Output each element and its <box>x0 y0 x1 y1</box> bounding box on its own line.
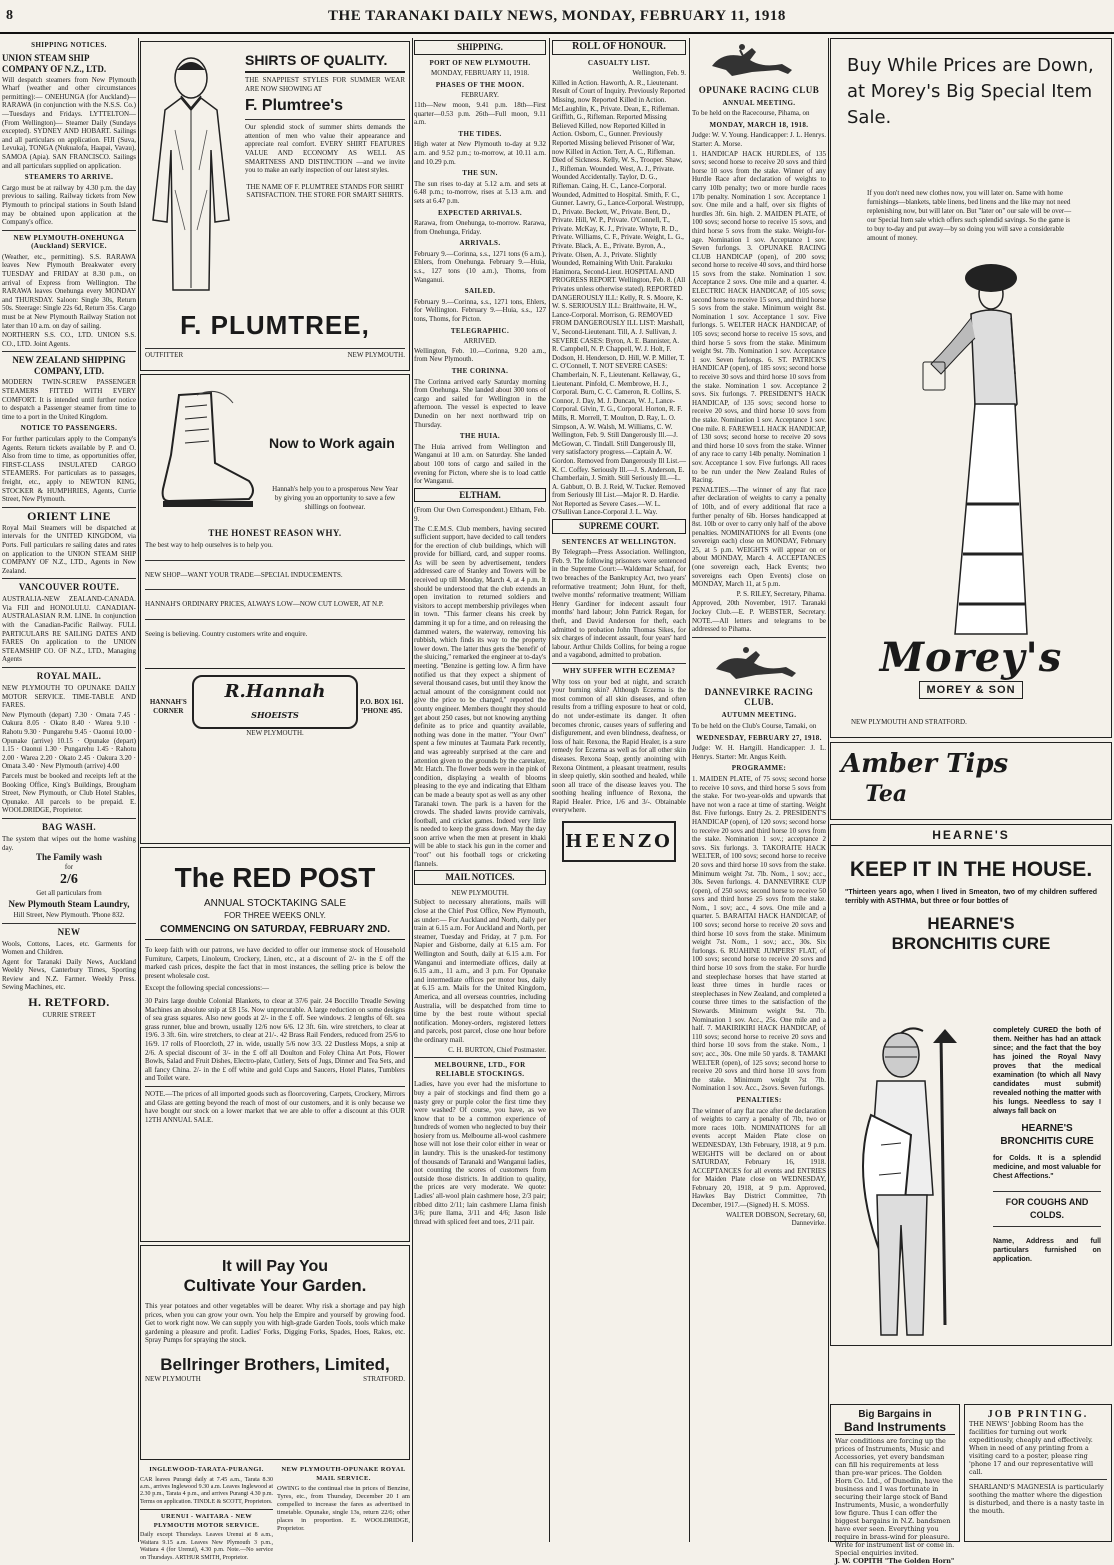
dannevirke-officials: Judge: W. H. Hartgill. Handicapper: J. L. Henrys. Starter: Mr. Angus Keith. <box>692 744 826 761</box>
mail-place: NEW PLYMOUTH. <box>451 888 509 897</box>
garden-headline-1: It will Pay You <box>221 1258 329 1275</box>
royal-mail-sub: NEW PLYMOUTH TO OPUNAKE DAILY MOTOR SERVICE. TIME-TABLE AND FARES. <box>2 684 136 710</box>
column-rule <box>549 38 550 1542</box>
band-headline-1: Big Bargains in <box>858 1409 932 1420</box>
dannevirke-autumn-heading: AUTUMN MEETING. <box>721 711 797 720</box>
plumtree-place: NEW PLYMOUTH. <box>347 351 405 359</box>
onehunga-body: (Weather, etc., permitting). S.S. RARAWA leaves New Plymouth Breakwater every TUESDAY and FRIDAY at 8.30 p.m., on arrival of Express from Wellington. The RARAWA leaves Onehunga every MONDAY and THURSDAY. Saloon: Single 30s, Return 50s. Steerage: Single 22s 6d, Return 35s. Cargo must be at New Plymouth Railway Station not later than 10 a.m. on day of sailing. <box>2 252 136 330</box>
red-post-items: 30 Pairs large double Colonial Blankets, to clear at 37/6 pair. 24 Boccillo Treadle Sewing Machines an absolute snip at £8 15s. Now unprocurable. A large reduction on some designs of sea grass squares. Also new goods at 2/- in the £ off. See windows. 2 lengths of 6ft. sea grass runner, blue and brown, usually 12/6 now 6/6. 12 3ft. 6in. wire stretchers, to clear at 19/6. 3 3ft. 6in. wire stretchers, to clear at 21/-. 42 Brass Rail Fenders, reduced from 25/6 to 16/9. 17 rolls of Floorcloth, 27 in. wide, usually 5/6 now 3/3. 22 Dustless Mops, a snip at 2/6. A special discount of 3/- in the £ off all Doulton and Foley China Art Pots, Flower Bowls, Salad and Fruit Dishes, Electro-plate, Cutlery, Sets of Jugs, Dinner and Tea Sets, and all fancy China. 2/- in the £ off white and gold Cups and Saucers, Hotel Plates, Tumblers and Toilet ware. <box>145 996 405 1083</box>
bag-wash-family: The Family wash <box>35 852 102 863</box>
hearne-right-product: HEARNE'S BRONCHITIS CURE <box>1000 1123 1094 1147</box>
bellringer-place-1: NEW PLYMOUTH <box>145 1374 201 1383</box>
dannevirke-where: To be held on the Club's Course, Tamaki, on <box>692 722 817 730</box>
boot-new-shop: NEW SHOP—WANT YOUR TRADE—SPECIAL INDUCEMENTS. <box>145 570 343 579</box>
sun-heading: THE SUN. <box>462 169 498 178</box>
vancouver-body: AUSTRALIA-NEW ZEALAND-CANADA. Via FIJI and HONOLULU. CANADIAN-AUSTRALASIAN R.M. LINE. In conjunction with the Canadian-Pacific Railway. FULL PARTICULARS RE SAILING DATES AND FARES On application to the UNION STEAMSHIP CO. OF N.Z., LTD., Managing Agents <box>2 595 136 664</box>
hearne-coughs-colds: FOR COUGHS AND COLDS. <box>993 1191 1101 1227</box>
joint-agents: NORTHERN S.S. CO., LTD. UNION S.S. CO., LTD. Joint Agents. <box>2 331 136 348</box>
dannevirke-penalties-heading: PENALTIES: <box>736 1095 782 1104</box>
hearne-right-text: completely CURED the both of them. Neither has had an attack since; and the fact that the boy has joined the Royal Navy proves that the medical examination (to which all Navy candidates must submit) revealed nothing the matter with his lungs. Needless to say I always fall back on <box>993 1027 1101 1115</box>
plumtree-name: F. Plumtree's <box>245 97 344 115</box>
opunake-mail-body: OWING to the continual rise in prices of Benzine, Tyres, etc., from Thursday, December 20 I am compelled to increase the fares as advertised in timetable. Opunake, single 13s, return 22/6; other places in proportion. E. WOOLDRIDGE, Proprietor. <box>277 1485 410 1533</box>
boot-place: NEW PLYMOUTH. <box>246 729 304 738</box>
dannevirke-when: WEDNESDAY, FEBRUARY 27, 1918. <box>696 733 822 742</box>
opunake-when: MONDAY, MARCH 18, 1918. <box>709 120 809 129</box>
red-post-note: NOTE.—The prices of all imported goods such as floorcovering, Carpets, Crockery, Mirrors and Glass are getting beyond the reach of most of our customers, and it is only because we have bought our stock on a lower market that we are able to offer a discount at this OUR 12TH ANNUAL SALE. <box>145 1089 405 1124</box>
column-rule <box>138 38 139 1542</box>
tides-heading: THE TIDES. <box>458 129 502 138</box>
plumtree-tagline: THE NAME OF F. PLUMTREE STANDS FOR SHIRT SATISFACTION. THE STORE FOR SMART SHIRTS. <box>246 182 404 200</box>
morey-blurb: If you don't need new clothes now, you will later on. Same with home furnishings—blankets, table linens, bed linens and the like may not need replenishing now, but will later on. But "later on" our sale will be over—our Special Item sale which offers such splendid savings. So the game is to buy to-day and put away—by so doing you will save a considerable amount of money. <box>867 189 1072 242</box>
opunake-penalties: PENALTIES.—The winner of any flat race after declaration of weights to carry a penalty of 10lb, and of every additional flat race a further penalty of 6lb. Horses handicapped at 8st. 10lb or over to carry only half of the above penalties. NOMINATIONS for all Events (one sovereign each) close on MONDAY, February 25, at 5 p.m. WEIGHTS will appear on or about MONDAY, March 4. ACCEPTANCES (one sovereign each, Hack Events; two sovereigns each Open Events) close on MONDAY, March 11, at 5 p.m. <box>692 485 826 589</box>
hearne-keep-headline: KEEP IT IN THE HOUSE. <box>849 858 1093 881</box>
garden-headline-2: Cultivate Your Garden. <box>183 1276 367 1295</box>
royal-mail-heading: ROYAL MAIL. <box>36 671 102 682</box>
orient-line-body: Royal Mail Steamers will be dispatched at intervals for the UNITED KINGDOM, via Ports. Full particulars re sailing dates and rates on application to the UNION STEAM SHIP COMPANY OF N.Z., LTD., Agents in New Zealand. <box>2 523 136 575</box>
dannevirke-programme-heading: PROGRAMME: <box>731 764 787 773</box>
inglewood-body: CAR leaves Purangi daily at 7.45 a.m., Tarata 8.30 a.m., arrives Inglewood 9.30 a.m. Leaves Inglewood at 2.30 p.m., Tarata 4 p.m., and arrives Purangi 4.30 p.m. Terms on application. TINDLE & SCOTT, Proprietors. <box>140 1476 273 1505</box>
horse-rider-icon <box>692 38 826 78</box>
bag-wash-heading: BAG WASH. <box>42 821 96 832</box>
job-printing-advertisement <box>964 1404 1112 1542</box>
masthead <box>0 0 1114 34</box>
royal-mail-timetable: New Plymouth (depart) 7.30 · Omata 7.45 · Oakura 8.05 · Okato 8.40 · Warea 9.10 · Rahotu 9.30 · Pungarehu 9.45 · Oaonui 10.00 · Opunake (arrive) 10.15 · Opunake (depart) 1.15 · Oaonui 1.30 · Pungarehu 1.45 · Rahotu 2.00 · Warea 2.20 · Okato 2.45 · Oakura 3.20 · Omata 3.40 · New Plymouth (arrive) 4.00 <box>2 710 136 771</box>
job-printing-heading: JOB PRINTING. <box>987 1409 1089 1420</box>
hearne-name-address: Name, Address and full particulars furnished on application. <box>993 1238 1101 1263</box>
bag-wash-for: for <box>64 862 74 871</box>
notice-passengers-heading: NOTICE TO PASSENGERS. <box>20 424 118 433</box>
dannevirke-racing-heading: DANNEVIRKE RACING CLUB. <box>704 687 814 708</box>
sun-body: The sun rises to-day at 5.12 a.m. and sets at 6.48 p.m.; to-morrow, rises at 5.13 a.m. and sets at 6.47 p.m. <box>414 179 546 205</box>
melbourne-heading: MELBOURNE, LTD., FOR RELIABLE STOCKINGS. <box>434 1061 526 1078</box>
boot-box: P.O. BOX 161. 'PHONE 495. <box>359 698 404 715</box>
eczema-heading: WHY SUFFER WITH ECZEMA? <box>562 666 676 675</box>
column-display-advertisements <box>830 38 1112 1542</box>
telegraphic-heading: TELEGRAPHIC. <box>450 326 510 335</box>
red-post-commencing: COMMENCING ON SATURDAY, FEBRUARY 2ND. <box>145 924 405 940</box>
horse-rider-icon <box>692 641 826 681</box>
dannevirke-penalties: The winner of any flat race after the declaration of weights to carry a penalty of 7lb, two or more races 10lb. NOMINATIONS for all events accept Maiden Plate close on WEDNESDAY, 13th February, 1918, at 9 p.m. WEIGHTS will be declared on or about SATURDAY, February 16, 1918. ACCEPTANCES for all events and ENTRIES for Maiden Plate close on WEDNESDAY, February 20, 1918, at 9 p.m. Approved, Hawkes Bay District Committee, 7th December, 1917.—(Signed) H. S. MOSS. <box>692 1106 826 1210</box>
garden-body: This year potatoes and other vegetables will be dearer. Why risk a shortage and pay high prices, when you can grow your own. You help the Empire and yourself by growing food. Get to work right now. We can supply you with high-grade Garden Tools, tools which make gardening a pleasure and profit. Ladies' Forks, Digging Forks, Spades, Hoes, Rakes, etc. Spray Pumps for spraying the stock. <box>145 1302 405 1345</box>
eltham-heading: ELTHAM. <box>414 488 546 503</box>
union-company-heading: UNION STEAM SHIP COMPANY OF N.Z., LTD. <box>2 52 107 74</box>
opunake-programme: 1. HANDICAP HACK HURDLES, of 135 sovs; second horse to receive 20 sovs and third horse 10 sovs from the stake. Winner of any Hurdle Race after declaration of weights to carry 10lb penalty; two or more hurdle races 17lb penalty. Nomination 1 sov. Acceptance 1 sov. One mile and a half, over six flights of hurdles 3ft. 6in. high. 2. MAIDEN PLATE, of 100 sovs; second horse to receive 15 sovs, and third horse 5 sovs from the stake. Weight-for-age. Nomination 1 sov. Acceptance 1 sov. Seven furlongs. 3. OPUNAKE RACING CLUB HANDICAP (open), of 200 sovs; second horse to receive 40 sovs, and third horse 15 sovs from the stake. Nomination 1 sov. Acceptance 2 sovs. One mile and a quarter. 4. ELECTRIC HACK HANDICAP, of 105 sovs; second horse to receive 15 sovs, and third horse 5 sovs from the stake. Minimum weight 8st. Nomination 1 sov. Acceptance 1 sov. Five furlongs. 5. WELTER HACK HANDICAP, of 105 sovs; second horse to receive 15 sovs, and third horse 5 sovs from the stake. Minimum weight 9st. 7lb. Nomination 1 sov. Acceptance 1 sov. Seven furlongs. 6. ST. PATRICK'S HANDICAP (open), of 185 sovs; second horse to receive 30 sovs and third horse 10 sovs from the stake. Nomination 1 sov. Acceptance 2 sovs. Six furlongs. 7. PRESIDENT'S HACK HANDICAP, of 135 sovs; second horse to receive 20 sovs, and third horse 10 sovs from the stake. Nomination 1 sov. Acceptance 1 sov. One mile. 8. FAREWELL HACK HANDICAP, of 130 sovs; second horse to receive 20 sovs and third horse 10 sovs from the stake. Winner of any race to carry 14lb penalty. Nomination 1 sov. Acceptance 1 sov. Five furlongs. All races to be run under the New Zealand Rules of Racing. <box>692 149 826 485</box>
arrivals-body: February 9.—Corinna, s.s., 1271 tons (6 a.m.), Ehlers, from Onehunga. February 9.—Huia, s.s., 127 tons (10 a.m.), Thoms, from Wanganui. <box>414 249 546 284</box>
plumtree-outfitter: OUTFITTER <box>145 351 184 359</box>
woman-illustration <box>911 254 1041 644</box>
morey-logo-sub: MOREY & SON <box>919 681 1022 699</box>
boot-seeing: Seeing is believing. Country customers write and enquire. <box>145 629 308 638</box>
newspaper-title: THE TARANAKI DAILY NEWS, MONDAY, FEBRUARY 11, 1918 <box>328 7 786 24</box>
column-rule <box>689 38 690 1542</box>
plumtree-heading: SHIRTS OF QUALITY. <box>245 52 405 73</box>
corinna-body: The Corinna arrived early Saturday morning from Onehunga. She landed about 300 tons of cargo and sailed for Wellington in the afternoon. The vessel is expected to leave Dunedin on her next northward trip on Thursday. <box>414 377 546 429</box>
boot-corner: HANNAH'S CORNER <box>149 698 187 715</box>
hearne-cure-name: HEARNE'S <box>927 914 1015 933</box>
bag-wash-body: The system that wipes out the home washing day. <box>2 834 136 852</box>
royal-mail-footer: Parcels must be booked and receipts left at the Booking Office, King's Buildings, Brougham Street, New Plymouth, or Club Hotel Stables, Opunake. All parcels to be prepaid. E. WOOLDRIDGE, Proprietor. <box>2 771 136 815</box>
onehunga-heading: NEW PLYMOUTH-ONEHUNGA (Auckland) SERVICE. <box>13 233 125 251</box>
opunake-approval: Approved, 20th November, 1917. Taranaki Jockey Club.—E. P. WEBSTER, Secretary. NOTE.—All letters and telegrams to be addressed to Pihama. <box>692 599 826 634</box>
expected-heading: EXPECTED ARRIVALS. <box>437 208 523 217</box>
casualty-dateline: Wellington, Feb. 9. <box>632 69 686 78</box>
morey-sale-advertisement <box>830 38 1112 738</box>
red-post-title: The RED POST <box>174 862 376 893</box>
hearne-bronchitis-advertisement <box>830 824 1112 1346</box>
sentences-body: By Telegraph—Press Association. Wellington, Feb. 9. The following prisoners were sentenced in the Supreme Court:—Waldemar Schaaf, for two breaches of the Bankruptcy Act, two years' reformative treatment; John Hunt, for theft, twelve months' reformative treatment; William Henry Gardiner for indecent assault four months' hard labour; John Patrick Regan, for theft, and David Anderson for theft, each admitted to probation John Thomas Sikes, for six charges of indecent assault, four years' hard labour. Arthur Childs Collins, for being a rogue and a vagabond, admitted to probation. <box>552 548 686 660</box>
red-post-body: To keep faith with our patrons, we have decided to offer our immense stock of Household Furniture, Carpets, Linoleum, Crockery, Linen, etc., at a discount of 2/- in the £ off the marked cash prices, despite the fact that in most instances, the selling price is below the present wholesale cost. <box>145 946 405 980</box>
amber-tips-title: Amber Tips <box>841 749 1009 779</box>
boot-pitch: Hannah's help you to a prosperous New Year by giving you an opportunity to save a few shillings on footwear. <box>272 485 398 511</box>
hannah-logo: R.Hannah SHOEISTS <box>192 675 359 729</box>
column-rule <box>412 38 413 1542</box>
notice-passengers-body: For further particulars apply to the Company's Agents. Return tickets available by P. and O. Also from time to time, as opportunities offer, FIRST-CLASS INSULATED CARGO STEAMERS. For particulars as to passages, freight, etc., apply to NEWTON KING, STOCKER & HUMPHRIES, Agents, Currie Street, New Plymouth. <box>2 434 136 504</box>
job-printing-body: THE NEWS' Jobbing Room has the facilities for turning out work expeditiously, cheaply and effectively. When in need of any printing from a visiting card to a poster, please ring 'phone 17 and our representative will call. <box>969 1420 1094 1476</box>
eczema-body: Why toss on your bed at night, and scratch your burning skin? Although Eczema is the most common of all skin diseases, and often results from a trifling exposure to heat or cold, do not under-estimate its danger. It often becomes chronic, causes years of suffering and disfigurement, and even blindness, deafness, or loss of hair. Rexona, the Rapid Healer, is a sure remedy for Eczema as well as for all other skin diseases. Rexona Soap, gently anointing with Rexona Ointment, a pleasant treatment, results in sleep quietly, skin soothed and healed, while soon all trace of the disease leaves you. The soothing healing influence of Rexona, the Rapid Healer. Price, 1/6 and 3/-. Obtainable everywhere. <box>552 677 686 815</box>
eltham-body: The C.E.M.S. Club members, having secured sufficient support, have decided to call tenders for the erection of club buildings, which will provide for billiard, card, and supper rooms. As will be seen by advertisement, tenders addressed care of Stanley and Towers will be received up till Monday, March 4, at 4 p.m. It should be understood that the club extends an open invitation to returned soldiers and visitors to accept membership privileges when in town. "This farmer cleans his creek by damming it up for a time, and on releasing the dammed waters, the waterway, removing his rubbish, which finds its way to the property lower down. The latter thus gets the 'benefit' of the sluicing," remarked the engineer at to-day's meeting. "Benzine is getting low. A firm have notified us that they expect a shipment of several thousand cases, but until they know the actual amount of the consignment could not give the price to be charged," reported the county engineer. Members thought they should get about 250 cases, but not knowing anything definite as to price and quantity available, nothing was done in the matter. "Your Own" spent a few minutes at Taumata Park recently, and was agreeably surprised at the care and attention given to the grounds by the caretaker, Mr. Hatch. The flower beds were in the pink of condition, displaying a wealth of blooms pleasing to the eye and indicating that Eltham can be made a beauty spot as well as any other Taranaki town. The park is a haven for the crowds. The shaded lawns provide carnivals, football, and cricket games. Indeed very little is needed to keep the grass down. May the day soon arrive when the men at present in khaki will be able to stack his gun in the corner and "root" out his football togs or cricketing flannels. <box>414 524 546 868</box>
boot-best-way: The best way to help ourselves is to help you. <box>145 541 273 549</box>
sharland-magnesia-body: SHARLAND'S MAGNESIA is particularly soothing the matter where the digestion is disturbed, and there is a nasty taste in the mouth. <box>969 1483 1104 1515</box>
bottom-advertisements <box>830 1404 1112 1565</box>
plumtree-body: Our splendid stock of summer shirts demands the attention of men who value their appearance and appreciate real comfort. EVERY SHIRT FEATURES VALUE AND ECONOMY AS WELL AS SMARTNESS AND DISTINCTION —and we invite you to make an early inspection of our latest styles. <box>245 123 405 175</box>
column-advertisements <box>140 38 410 1561</box>
plumtree-address <box>145 348 405 360</box>
band-signature: J. W. COPITH "The Golden Horn" <box>835 1557 955 1565</box>
amber-tips-tea-advertisement <box>830 742 1112 820</box>
moon-heading: PHASES OF THE MOON. <box>435 80 525 89</box>
steamers-arrive-body: Cargo must be at railway by 4.30 p.m. the day previous to sailing. Railway tickets from New Plymouth to principal stations in South Island may be obtained upon application at the Company's office. <box>2 183 136 227</box>
morey-location: NEW PLYMOUTH AND STRATFORD. <box>851 718 967 727</box>
sentences-heading: SENTENCES AT WELLINGTON. <box>561 537 677 546</box>
bag-wash-price: 2/6 <box>60 872 78 888</box>
huia-heading: THE HUIA. <box>459 432 501 441</box>
tides-body: High water at New Plymouth to-day at 9.32 a.m. and 9.52 p.m.; to-morrow, at 10.11 a.m. and 10.29 p.m. <box>414 140 546 166</box>
boot-headline: Now to Work again <box>269 435 395 451</box>
arrivals-heading: ARRIVALS. <box>459 239 501 248</box>
column-rule <box>828 38 829 1542</box>
opunake-officials: Judge: W. V. Young. Handicapper: J. L. Henrys. Starter: A. Morse. <box>692 131 826 148</box>
mail-notices-heading: MAIL NOTICES. <box>414 870 546 885</box>
telegraphic-body: Wellington, Feb. 10.—Corinna, 9.20 a.m., from New Plymouth. <box>414 346 546 364</box>
shipping-notices-heading: SHIPPING NOTICES. <box>31 41 107 49</box>
urenui-heading: URENUI - WAITARA - NEW PLYMOUTH MOTOR SERVICE. <box>153 1513 260 1529</box>
retford-name: H. RETFORD. <box>28 995 110 1010</box>
supreme-court-heading: SUPREME COURT. <box>552 519 686 534</box>
amber-tips-tea: Tea <box>865 781 908 807</box>
column-shipping-news <box>414 38 546 1542</box>
plumtree-sub: THE SNAPPIEST STYLES FOR SUMMER WEAR ARE NOW SHOWING AT <box>245 76 405 93</box>
motor-service-notices <box>140 1463 410 1563</box>
bag-wash-laundry: New Plymouth Steam Laundry, <box>8 898 130 909</box>
sailed-heading: SAILED. <box>464 287 496 296</box>
shirt-man-illustration <box>145 50 237 300</box>
huia-body: The Huia arrived from Wellington and Wanganui at 10 a.m. on Saturday. She landed about 100 tons of cargo and sailed in the evening for Picton, where she is to load cattle for Wanganui. <box>414 442 546 486</box>
eltham-correspondent: (From Our Own Correspondent.) Eltham, Feb. 9. <box>414 506 546 523</box>
band-instruments-advertisement <box>830 1404 960 1565</box>
casualty-body: Killed in Action. Haworth, A. R., Lieutenant. Result of Court of Inquiry. Previously Reported Missing, now Reported Killed in Action. McLaughlin, K., Private. Dean, E., Rifleman. Griffith, G., Rifleman. Reported Missing Believed Killed, now Reported Killed in Action. Osborn, C., Gunner. Previously Reported Missing believed Prisoner of War, now Killed in Action. Terr, A. C., Rifleman. Died of Sickness. Kelly, W. S., Trooper. Shaw, J., Rifleman. Wounded. West, A. J., Private. Wounded Accidentally. Taylor, D. G., Rifleman. Caing, H. C., Lance-Corporal. Wounded, Admitted to Hospital. Smith, F. C., Gunner. Lawry, G., Lance-Corporal. Westrupp, D., Private. Beckett, W., Private. Bent, D., Private. Hill, W. P., Private. O'Connell, T., Private. McKay, K. J., Private. Whyte, R. D., Private. Williams, C. F., Private. Weight, L. G., Private. Black, A. E., Private. Byron, A., Private. Olsen, A. J., Private. Slightly Wounded, Remaining With Unit. Parakuku Hanimora, Second-Lieut. HOSPITAL AND PROGRESS REPORT. Wellington, Feb. 8. (All Privates unless otherwise stated). REPORTED DANGEROUSLY ILL: Kelly, R. S. Moore, K. W. S. SERIOUSLY ILL: Braithwaite, H. W., Lance-Corporal. Morrison, G. REMOVED FROM DANGEROUSLY ILL LIST: Marshall, V., Second-Lieutenant. Till, A. J. Sullivan, J. SEVERE CASES: Byron, A. E. Bannister, A. R. Campbell, N. P. Chappell, W. J. Holt, F. Dodson, H. Henderson, D. Hill, W. P. Miller, T. C. O'Connell, T. NOT SEVERE CASES: Chamberlain, N. F., Lieutenant. Kellaway, G., Lieutenant. Pinfold, C. Membrowe, H. J., Corporal. Burn, C. C. Cameron, R. Collins, S. Connor, J. Day, M. J. Duncan, W. J., Lance-Corporal. Glvin, T. G., Corporal. Horton, R. F. Mills, R. Morrell, T. Moulton, D. Ray, L. O. Simpson, A. W. Walsh, M. Williams, C. W. Wellington, Feb. 9. Still Dangerously Ill.—J. McGowan, C. Tindall. Still Dangerously Ill, very satisfactory progress.—Captain A. W. Gordon. Removed from Dangerously Ill List.—K. C. Coffey. Seriously Ill.—J. S. Anderson, E. Chamberlain, J. Smith. Still Seriously Ill.—L. A. Gabbutt, O. B. J. Reid, W. Tucker. Removed from Seriously Ill List.—Major R. D. Hardie. Not Reported as Severe Cases.—W. L. O'Sullivan Lance-Corporal J. L. Way. <box>552 78 686 517</box>
band-body: War conditions are forcing up the prices of Instruments, Music and Accessories, yet every bandsman can fill his requirements at less than pre-war prices. The Golden Horn Co. Ltd., of Dunedin, have the business and I was fortunate in securing their large stock of Band Instruments, Music, a wonderfully low figure. Thus I can offer the biggest bargains in N.Z. bandsmen have ever seen. Everything you require in brass-wind for pleasure. Write for instrument list or come in. Special enquiries invited. <box>835 1437 955 1557</box>
column-shipping-notices <box>2 38 136 1542</box>
agent-body: Agent for Taranaki Daily News, Auckland Weekly News, Canterbury Times, Sporting Review and N.Z. Farmer. Weekly Press. Sewing Machines, etc. <box>2 957 136 992</box>
dannevirke-programme: 1. MAIDEN PLATE, of 75 sovs; second horse to receive 10 sovs, and third horse 5 sovs from the stake. For two-year-olds and upwards that have not won a race at time of starting. Weight 8st. Five furlongs. Entry 2s. 2. PRESIDENT'S HANDICAP (open), of 120 sovs; second horse to receive 20 sovs and third horse 10 sovs from the stake. Nomination 1 sov.; acceptance 2 sovs. Six furlongs. 3. TAKORAITE HACK WELTER, of 100 sovs; second horse to receive 20 sovs and third horse 10 sovs from the stake. Minimum weight 7st. 7lb. Nom., 1 sov.; acc., 30s. Seven furlongs. 4. DANNEVIRKE CUP (open), of 250 sovs; second horse to receive 50 sovs and third horse 25 sovs from the stake. Nom., 1 sov; acc., 4 sovs. One mile and a quarter. 5. BARAITAI HACK HANDICAP, of 100 sovs; second horse to receive 20 sovs and third horse 10 sovs from the stake. Minimum weight 7st. Nom., 1 sov.; acc., 30s. Six furlongs. 6. RUAHINE JUMPERS' FLAT, of 100 sovs; second horse to receive 20 sovs and third horse 10 sovs from the stake. For hurdle and steeplechase horses that have started at least three times in hurdle races or steeplechases in New Zealand, and completed a course three times to the satisfaction of the Stewards. Minimum weight 9st. 7lb. Nomination 1 sov. Acc., 25s. One mile and a half. 7. MAKIRIKIRI HACK HANDICAP, of 110 sovs; second horse to receive 20 sovs and third horse 10 sovs from the stake. Nom., 1 sov; acc., 30s. One mile 50 yards. 8. TAMAKI WELTER (open), of 125 sovs; second horse to receive 20 sovs and third horse 10 sovs from the stake. Minimum weight 7st 7lb. Nomination 1 sov. Acc., 2sovs. Seven furlongs. <box>692 774 826 1093</box>
telegraphic-arrived: ARRIVED. <box>463 337 497 346</box>
morey-tagline: Buy While Prices are Down, at Morey's Big Special Item Sale. <box>847 55 1094 128</box>
red-post-advertisement <box>140 847 410 1242</box>
mail-signature: C. H. BURTON, Chief Postmaster. <box>448 1045 546 1054</box>
plumtree-shirts-advertisement <box>140 41 410 371</box>
red-post-except: Except the following special concessions:— <box>145 984 270 993</box>
plumtree-brand: F. PLUMTREE, <box>180 310 370 340</box>
hearne-colds-text: for Colds. It is a splendid medicine, and most valuable for Chest Affections." <box>993 1155 1101 1180</box>
hearne-testimonial: "Thirteen years ago, when I lived in Smeaton, two of my children suffered terribly with ASTHMA, but three or four bottles of <box>845 889 1097 905</box>
bellringer-garden-advertisement <box>140 1245 410 1460</box>
column-roll-of-honour <box>552 38 686 1542</box>
corinna-heading: THE CORINNA. <box>451 367 509 375</box>
nz-shipping-body: MODERN TWIN-SCREW PASSENGER STEAMERS FITTED WITH EVERY COMFORT. It is intended until further notice to despatch a Passenger steamer from time to time to a port in the United Kingdom. <box>2 378 136 421</box>
bellringer-place-2: STRATFORD. <box>363 1374 405 1383</box>
morey-logo: Morey's <box>879 634 1063 681</box>
sailed-body: February 9.—Corinna, s.s., 1271 tons, Ehlers, for Wellington. February 9.—Huia, s.s., 127 tons, Thoms, for Picton. <box>414 297 546 324</box>
nz-shipping-heading: NEW ZEALAND SHIPPING COMPANY, LTD. <box>12 355 126 377</box>
boot-honest-reason: THE HONEST REASON WHY. <box>208 528 342 538</box>
casualty-heading: CASUALTY LIST. <box>587 58 651 67</box>
retford-address: CURRIE STREET <box>42 1011 96 1020</box>
hearne-brand: HEARNE'S <box>831 825 1111 846</box>
urenui-body: Daily except Thursdays. Leaves Urenui at 8 a.m., Waitara 9.15 a.m. Leaves New Plymouth 3 p.m., Waitara 4 (for Urenui), 4.30 p.m. Note.—No service on Thursdays. ARTHUR SMITH, Proprietor. <box>140 1532 273 1561</box>
port-heading: PORT OF NEW PLYMOUTH. <box>429 58 531 67</box>
hearne-cure-product: BRONCHITIS CURE <box>891 934 1051 953</box>
mail-body: Subject to necessary alterations, mails will close at the Chief Post Office, New Plymouth, as under:— For Auckland and North, daily per train at 6.15 a.m. For Auckland and North, per steamer, Tuesday and Friday, at 7 p.m. For Napier and Gisborne, daily at 6.15 a.m. For Wellington and South, daily at 6.15 a.m. For Wanganui and intermediate offices, daily at 6.15 a.m., 11 a.m., and 3 p.m. For Opunake and intermediate offices per motor bus, daily at 6.15 a.m. Mails for the United Kingdom, America, and all overseas countries, including Australia, will be despatched from time to time by the best route without special notification. Money-orders, registered letters and parcels, post parcel, close one hour before the ordinary mail. <box>414 898 546 1044</box>
column-racing <box>692 38 826 1542</box>
bellringer-brothers: Bellringer Brothers, Limited, <box>160 1354 390 1374</box>
union-company-body: Will despatch steamers from New Plymouth Wharf (weather and other circumstances permitting):— ONEHUNGA (for Auckland)— RARAWA (in conjunction with the N.S.S. Co.)—Tuesdays and Fridays. LYTTELTON— (From Wellington)— Steamer Daily (Sundays excepted). SYDNEY AND HOBART. Sailings and all particulars on application. FIJI (Suva, Levuka), TONGA (Nukualofa, Haapai, Vavau), SAMOA (Apia). SAN FRANCISCO. Sailings and all particulars supplied on application. <box>2 75 136 170</box>
moon-month: FEBRUARY. <box>461 91 499 100</box>
knight-with-shield-illustration <box>841 1025 981 1345</box>
port-date: MONDAY, FEBRUARY 11, 1918. <box>431 69 529 78</box>
hannah-boots-advertisement <box>140 374 410 844</box>
moon-body: 11th—New moon, 9.41 p.m. 18th—First quarter—0.53 p.m. 26th—Full moon, 9.11 a.m. <box>414 100 546 127</box>
new-goods-body: Wools, Cottons, Laces, etc. Garments for Women and Children. <box>2 939 136 957</box>
new-goods-heading: NEW <box>57 926 81 937</box>
band-headline-2: Band Instruments <box>835 1420 955 1435</box>
steamers-arrive-heading: STEAMERS TO ARRIVE. <box>24 173 114 182</box>
opunake-racing-heading: OPUNAKE RACING CLUB <box>698 84 820 95</box>
opunake-mail-heading: NEW PLYMOUTH-OPUNAKE ROYAL MAIL SERVICE. <box>281 1466 406 1482</box>
expected-body: Rarawa, from Onehunga, to-morrow. Rarawa, from Onehunga, Friday. <box>414 219 546 236</box>
boot-prices: HANNAH'S ORDINARY PRICES, ALWAYS LOW—NOW CUT LOWER, AT N.P. <box>145 600 384 609</box>
melbourne-body: Ladies, have you ever had the misfortune to buy a pair of stockings and find them go a nasty grey or purple color the first time they were washed? Of course, you have, as we know that to be a common experience of hundreds of women who neglected to buy their hosiery from us. Melbourne all-wool cashmere hose will not lose their color either in wear or in laundry. This is the unasked-for testimony of thousands of Taranaki and Wanganui ladies, not counting the scores of customers from outside those districts. In addition to quality, the prices are very moderate. We quote: Ladies' all-wool plain cashmere hose, 2/3 pair; ribbed ditto 2/11; lain cashmere Llama finish 3/6; pure llama, 3/11 and 4/6; Jason lisle thread with spliced feet and toes, 2/11 pair. <box>414 1080 546 1226</box>
red-post-weeks: FOR THREE WEEKS ONLY. <box>224 911 326 920</box>
inglewood-heading: INGLEWOOD-TARATA-PURANGI. <box>149 1466 264 1473</box>
opunake-annual-heading: ANNUAL MEETING. <box>722 98 796 107</box>
shipping-heading: SHIPPING. <box>414 40 546 55</box>
vancouver-heading: VANCOUVER ROUTE. <box>18 582 120 593</box>
opunake-secretary: P. S. RILEY, Secretary, Pihama. <box>736 589 826 598</box>
heenzo-logo: HEENZO <box>562 821 676 862</box>
red-post-sale: ANNUAL STOCKTAKING SALE <box>203 898 347 909</box>
roll-of-honour-heading: ROLL OF HONOUR. <box>552 40 686 55</box>
page-number: 8 <box>6 8 13 23</box>
bag-wash-get: Get all particulars from <box>36 889 102 898</box>
bag-wash-address: Hill Street, New Plymouth. 'Phone 832. <box>13 910 125 919</box>
boot-illustration <box>149 385 259 515</box>
orient-line-heading: ORIENT LINE <box>27 508 111 523</box>
opunake-where: To be held on the Racecourse, Pihama, on <box>692 109 810 118</box>
dannevirke-secretary: WALTER DOBSON, Secretary, 60, Dannevirke. <box>726 1210 826 1228</box>
